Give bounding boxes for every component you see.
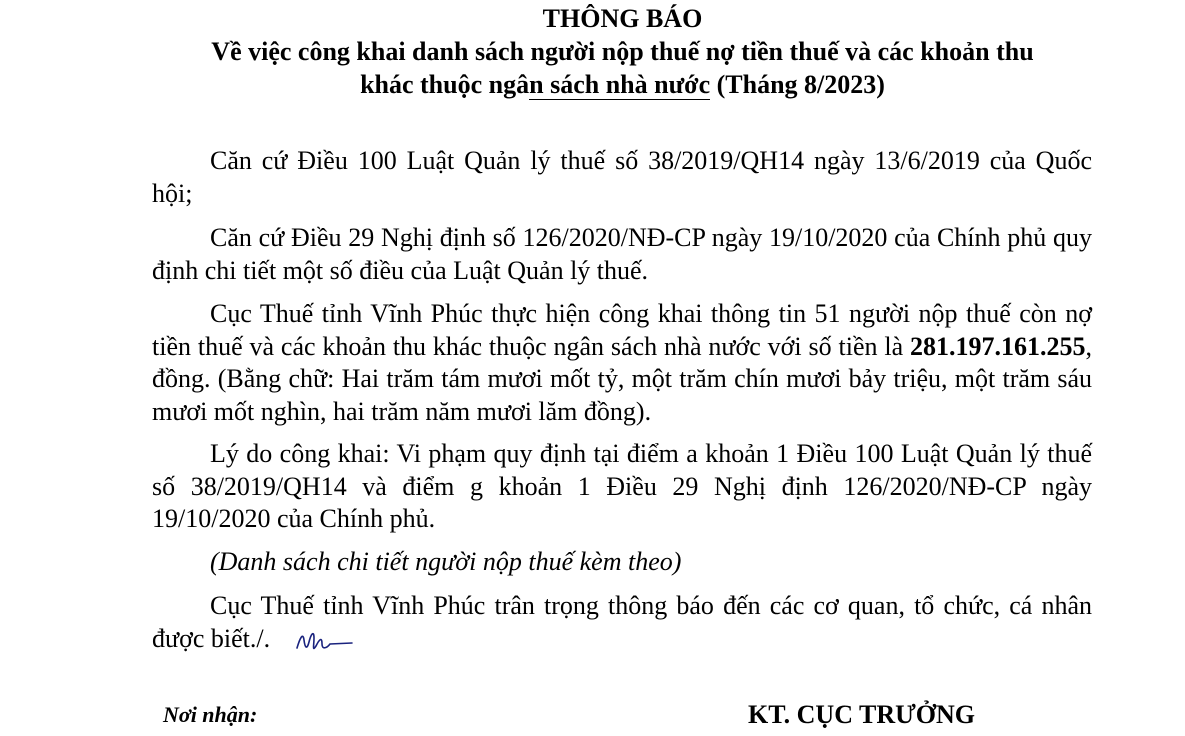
signer-title: KT. CỤC TRƯỞNG <box>748 700 976 729</box>
recipients-label: Nơi nhận: <box>163 702 258 727</box>
subtitle-part-underlined: n sách nhà nước <box>529 70 711 99</box>
subtitle-part-pre: khác thuộc ngâ <box>360 70 530 99</box>
legal-basis-paragraph-2: Căn cứ Điều 29 Nghị định số 126/2020/NĐ-CP ngày 19/10/2020 của Chính phủ quy định chi tiết một số điều của Luật Quản lý thuế. <box>152 223 1092 285</box>
document-title: THÔNG BÁO <box>542 4 703 33</box>
debt-amount: 281.197.161.255 <box>910 331 1086 361</box>
disclosure-reason-paragraph: Lý do công khai: Vi phạm quy định tại điểm a khoản 1 Điều 100 Luật Quản lý thuế số 38/2019/QH14 và điểm g khoản 1 Điều 29 Nghị định 126/2020/NĐ-CP ngày 19/10/2020 của Chính phủ. <box>152 439 1092 533</box>
handwritten-initials-icon <box>294 628 354 654</box>
document-subtitle-line-2 <box>0 68 1185 102</box>
disclosure-paragraph <box>152 298 1092 428</box>
disclosure-text-post: , đồng. (Bằng chữ: Hai trăm tám mươi mốt tỷ, một trăm chín mươi bảy triệu, một trăm sáu mươi mốt nghìn, hai trăm năm mươi lăm đồng). <box>152 331 1092 426</box>
subtitle-part-post: (Tháng 8/2023) <box>710 70 885 99</box>
closing-paragraph <box>152 590 1092 655</box>
document-subtitle-line-1: Về việc công khai danh sách người nộp thuế nợ tiền thuế và các khoản thu <box>211 37 1034 66</box>
attachment-note: (Danh sách chi tiết người nộp thuế kèm theo) <box>210 547 682 576</box>
closing-text: Cục Thuế tỉnh Vĩnh Phúc trân trọng thông báo đến các cơ quan, tổ chức, cá nhân được biết./. <box>152 591 1092 653</box>
legal-basis-paragraph-1: Căn cứ Điều 100 Luật Quản lý thuế số 38/2019/QH14 ngày 13/6/2019 của Quốc hội; <box>152 146 1092 208</box>
disclosure-text-pre: Cục Thuế tỉnh Vĩnh Phúc thực hiện công khai thông tin 51 người nộp thuế còn nợ tiền thuế và các khoản thu khác thuộc ngân sách nhà nước với số tiền là <box>152 299 1092 361</box>
